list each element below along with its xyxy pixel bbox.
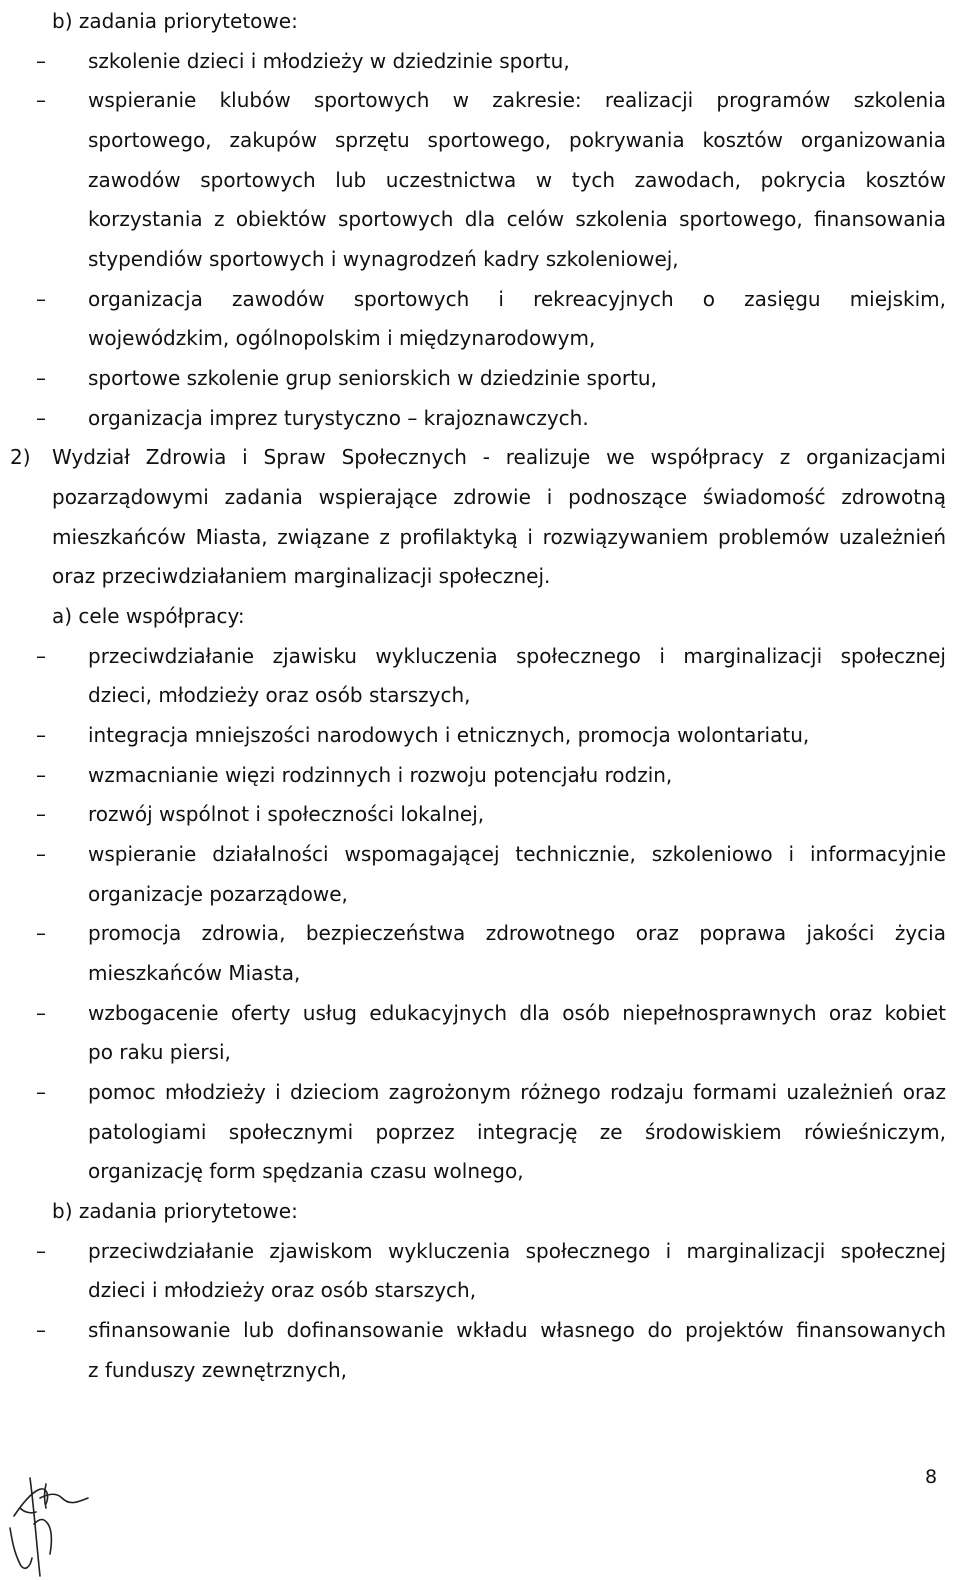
line-text: integracja mniejszości narodowych i etnicznych, promocja wolontariatu, — [88, 723, 810, 748]
line-text: organizacja imprez turystyczno – krajoznawczych. — [88, 405, 589, 430]
bullet-dash: – — [36, 723, 46, 748]
text-line — [0, 359, 960, 397]
text-line — [0, 1271, 960, 1309]
line-text: pozarządowymi zadania wspierające zdrowie i podnoszące świadomość zdrowotną — [52, 485, 946, 509]
text-line — [0, 240, 960, 278]
text-line — [0, 756, 960, 794]
text-line — [0, 438, 960, 476]
line-text: przeciwdziałanie zjawiskom wykluczenia społecznego i marginalizacji społecznej — [88, 1238, 946, 1263]
bullet-dash: – — [36, 762, 46, 787]
text-line — [0, 200, 960, 238]
text-line — [0, 319, 960, 357]
text-line — [0, 280, 960, 318]
bullet-dash: – — [36, 366, 46, 390]
handwritten-signature — [0, 1468, 110, 1580]
bullet-dash: – — [36, 1000, 46, 1025]
line-text: sportowe szkolenie grup seniorskich w dziedzinie sportu, — [88, 366, 657, 390]
bullet-dash: – — [36, 643, 46, 668]
line-text: wojewódzkim, ogólnopolskim i międzynarodowym, — [88, 326, 596, 351]
bullet-dash: – — [36, 88, 46, 113]
text-line — [0, 478, 960, 516]
text-line — [0, 1192, 960, 1230]
line-text: organizacje pozarządowe, — [88, 881, 348, 906]
text-line — [0, 716, 960, 754]
bullet-dash: – — [36, 48, 46, 73]
text-line — [0, 1073, 960, 1111]
text-line — [0, 1311, 960, 1349]
line-text: po raku piersi, — [88, 1040, 231, 1065]
line-text: pomoc młodzieży i dzieciom zagrożonym różnego rodzaju formami uzależnień oraz — [88, 1080, 946, 1105]
text-line — [0, 1152, 960, 1190]
text-line — [0, 557, 960, 595]
text-line — [0, 795, 960, 833]
line-text: stypendiów sportowych i wynagrodzeń kadry szkoleniowej, — [88, 247, 679, 271]
line-text: organizację form spędzania czasu wolnego, — [88, 1159, 524, 1184]
bullet-dash: – — [36, 1318, 46, 1343]
text-line — [0, 1113, 960, 1151]
section-number: 2) — [10, 445, 31, 470]
line-text: sportowego, zakupów sprzętu sportowego, pokrywania kosztów organizowania — [88, 128, 946, 152]
line-text: b) zadania priorytetowe: — [52, 1199, 298, 1224]
line-text: a) cele współpracy: — [52, 604, 245, 629]
text-line — [0, 1351, 960, 1389]
line-text: mieszkańców Miasta, — [88, 961, 301, 986]
text-line — [0, 399, 960, 437]
text-line — [0, 994, 960, 1032]
line-text: wspieranie działalności wspomagającej technicznie, szkoleniowo i informacyjnie — [88, 842, 946, 867]
line-text: b) zadania priorytetowe: — [52, 9, 298, 33]
text-line — [0, 875, 960, 913]
line-text: wzbogacenie oferty usług edukacyjnych dla osób niepełnosprawnych oraz kobiet — [88, 1000, 946, 1025]
text-line — [0, 676, 960, 714]
text-line — [0, 1232, 960, 1270]
text-line — [0, 914, 960, 952]
line-text: rozwój wspólnot i społeczności lokalnej, — [88, 802, 485, 827]
line-text: Wydział Zdrowia i Spraw Społecznych - realizuje we współpracy z organizacjami — [52, 445, 946, 470]
text-line — [0, 637, 960, 675]
line-text: szkolenie dzieci i młodzieży w dziedzinie sportu, — [88, 48, 570, 73]
text-line — [0, 2, 960, 40]
page-number: 8 — [925, 1466, 938, 1488]
line-text: z funduszy zewnętrznych, — [88, 1357, 347, 1382]
text-line — [0, 161, 960, 199]
line-text: patologiami społecznymi poprzez integrację ze środowiskiem rówieśniczym, — [88, 1119, 946, 1144]
line-text: zawodów sportowych lub uczestnictwa w tych zawodach, pokrycia kosztów — [88, 167, 946, 192]
line-text: przeciwdziałanie zjawisku wykluczenia społecznego i marginalizacji społecznej — [88, 643, 946, 668]
bullet-dash: – — [36, 802, 46, 827]
bullet-dash: – — [36, 1080, 46, 1105]
bullet-dash: – — [36, 1238, 46, 1263]
text-line — [0, 42, 960, 80]
line-text: organizacja zawodów sportowych i rekreacyjnych o zasięgu miejskim, — [88, 286, 946, 311]
text-line — [0, 954, 960, 992]
line-text: mieszkańców Miasta, związane z profilaktyką i rozwiązywaniem problemów uzależnień — [52, 524, 946, 549]
line-text: dzieci i młodzieży oraz osób starszych, — [88, 1278, 477, 1303]
bullet-dash: – — [36, 921, 46, 946]
line-text: wspieranie klubów sportowych w zakresie: realizacji programów szkolenia — [88, 88, 946, 113]
line-text: oraz przeciwdziałaniem marginalizacji społecznej. — [52, 564, 551, 589]
line-text: korzystania z obiektów sportowych dla celów szkolenia sportowego, finansowania — [88, 207, 946, 232]
text-line — [0, 1033, 960, 1071]
line-text: dzieci, młodzieży oraz osób starszych, — [88, 683, 471, 708]
text-line — [0, 597, 960, 635]
line-text: sfinansowanie lub dofinansowanie wkładu własnego do projektów finansowanych — [88, 1318, 946, 1343]
text-line — [0, 81, 960, 119]
bullet-dash: – — [36, 405, 46, 430]
text-line — [0, 835, 960, 873]
text-line — [0, 121, 960, 159]
text-line — [0, 518, 960, 556]
bullet-dash: – — [36, 286, 46, 311]
line-text: wzmacnianie więzi rodzinnych i rozwoju potencjału rodzin, — [88, 762, 673, 787]
line-text: promocja zdrowia, bezpieczeństwa zdrowotnego oraz poprawa jakości życia — [88, 921, 946, 946]
bullet-dash: – — [36, 842, 46, 867]
